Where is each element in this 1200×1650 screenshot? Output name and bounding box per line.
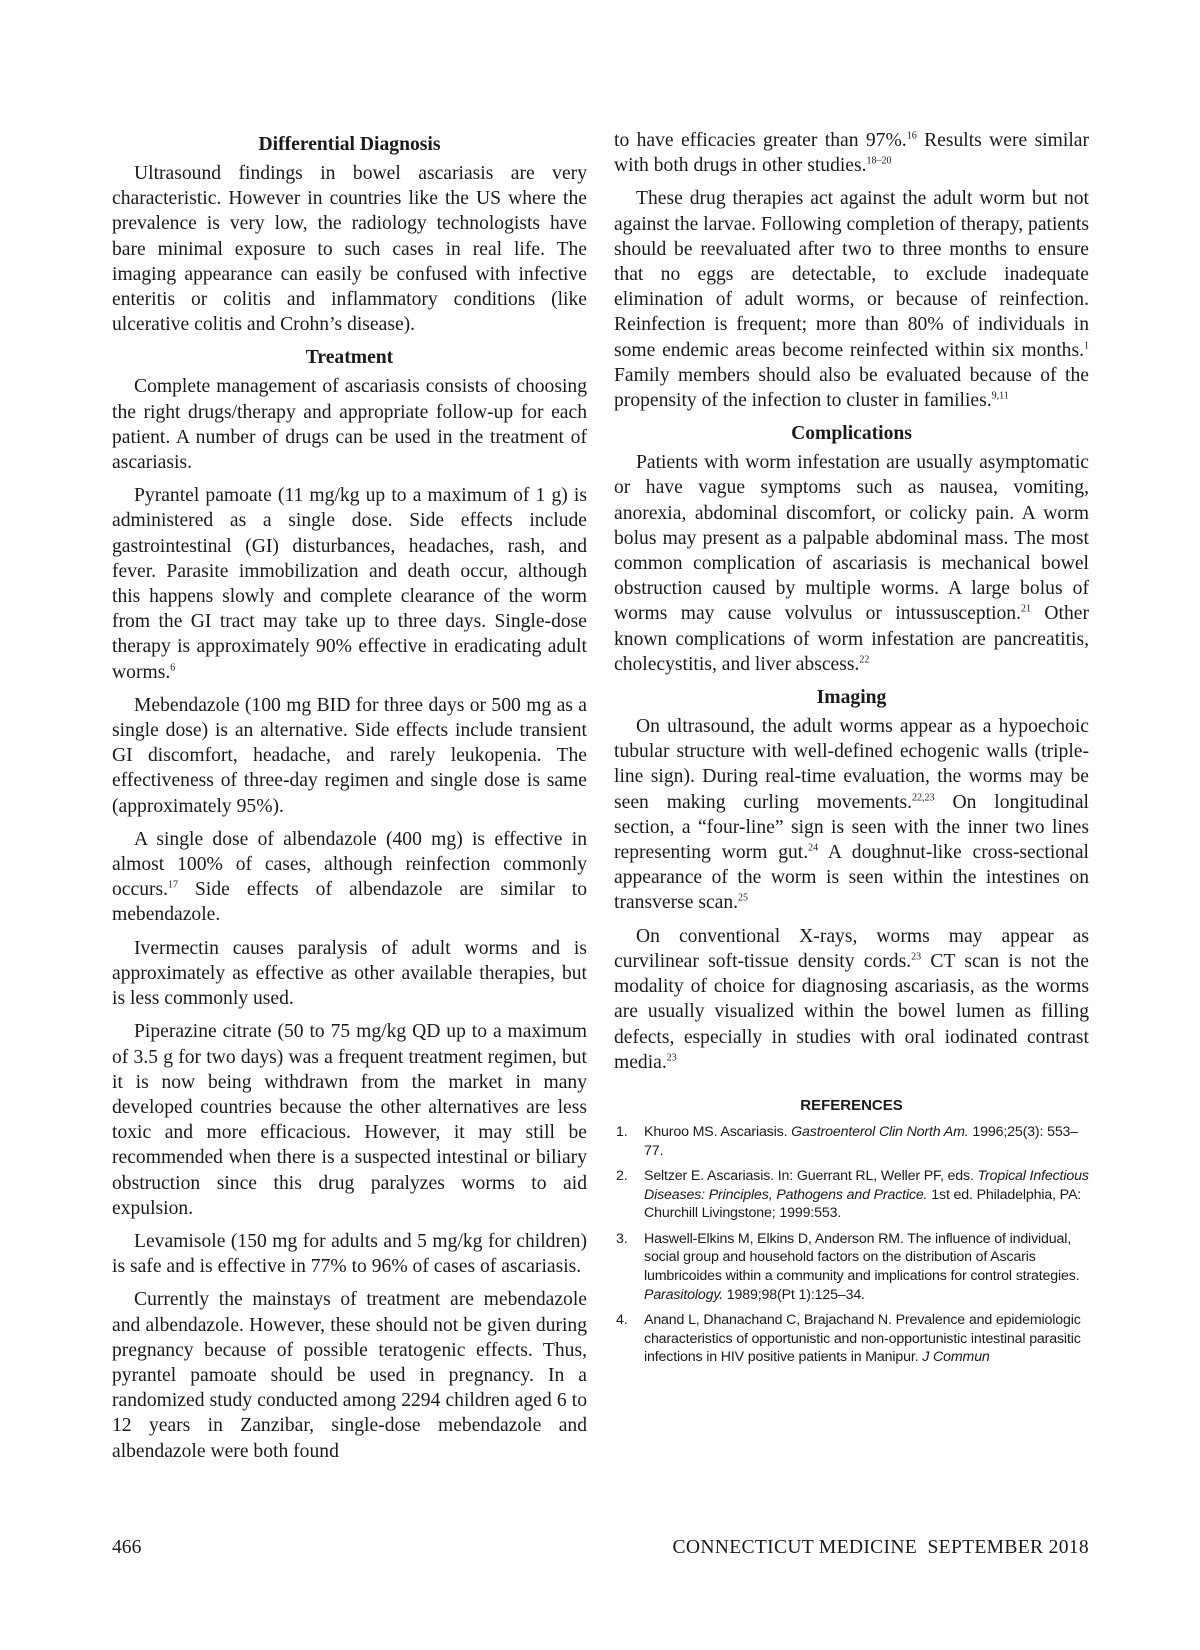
citation: 25 [738,892,749,904]
citation: 18–20 [866,155,892,167]
paragraph-continued [614,128,1089,178]
paragraph-therapy [614,186,1089,413]
journal-footer: CONNECTICUT MEDICINE SEPTEMBER 2018 [672,1537,1089,1558]
reference-journal: Tropical Infectious Diseases: Principles, Pathogens and Practice. [644,1168,1089,1203]
text: On conventional X-rays, worms may appear as curvilinear soft-tissue density cords. [614,925,1089,972]
reference-item [614,1311,1089,1367]
citation: 23 [911,951,922,963]
citation: 24 [808,842,819,854]
references-heading: REFERENCES [800,1096,903,1114]
paragraph-imaging-2 [614,924,1089,1075]
paragraph-complications [614,450,1089,677]
left-column [112,128,587,1472]
paragraph-differential: Ultrasound findings in bowel ascariasis are very characteristic. However in countries like the US where the prevalence is very low, the radiology technologists have bare minimal exposure to such cases in real life. The imaging appearance can easily be confused with infective enteritis or colitis and inflammatory conditions (like ulcerative colitis and Crohn’s disease). [112,163,587,336]
reference-journal: Parasitology. [644,1286,724,1303]
reference-item [614,1230,1089,1304]
reference-text: Haswell-Elkins M, Elkins D, Anderson RM. The influence of individual, social group and household factors on the distribution of Ascaris lumbricoides within a community and implications for control strategies. [644,1230,1080,1285]
right-column [614,128,1089,1374]
paragraph-treatment-4 [112,827,587,928]
reference-text: Khuroo MS. Ascariasis. [644,1123,792,1140]
text: Other known complications of worm infestation are pancreatitis, cholecystitis, and liver abscess. [614,603,1090,675]
paragraph-treatment-6: Piperazine citrate (50 to 75 mg/kg QD up to a maximum of 3.5 g for two days) was a frequent treatment regimen, but it is now being withdrawn from the market in many developed countries because the other alternatives are less toxic and more efficacious. However, it may still be recommended when there is a suspected intestinal or biliary obstruction since this drug paralyzes worms to aid expulsion. [112,1021,587,1219]
paragraph-treatment-7: Levamisole (150 mg for adults and 5 mg/kg for children) is safe and is effective in 77% to 96% of cases of ascariasis. [112,1230,587,1278]
text: Pyrantel pamoate (11 mg/kg up to a maximum of 1 g) is administered as a single dose. Side effects include gastrointestinal (GI) disturbances, headaches, rash, and fever. Parasite immobilization and death occur, although this happens slowly and complete clearance of the worm from the GI tract may take up to three days. Single-dose therapy is approximately 90% effective in eradicating adult worms. [112,485,587,683]
text: On longitudinal section, a “four-line” sign is seen with the inner two lines representing worm gut. [614,791,1089,864]
reference-text: 1st ed. Philadelphia, PA: Churchill Livingstone; 1999:553. [644,1186,1082,1222]
heading-imaging: Imaging [816,687,887,709]
paragraph-treatment-8: Currently the mainstays of treatment are mebendazole and albendazole. However, these should not be given during pregnancy because of possible teratogenic effects. Thus, pyrantel pamoate should be used in pregnancy. In a randomized study conducted among 2294 children aged 6 to 12 years in Zanzibar, single-dose mebendazole and albendazole were both found [112,1289,587,1462]
text: Patients with worm infestation are usually asymptomatic or have vague symptoms such as nausea, vomiting, anorexia, abdominal discomfort, or colicky pain. A worm bolus may present as a palpable abdominal mass. The most common complication of ascariasis is mechanical bowel obstruction caused by multiple worms. A large bolus of worms may cause volvulus or intussusception. [614,452,1089,625]
citation: 6 [170,662,176,674]
heading-treatment: Treatment [305,347,394,369]
reference-journal: J Commun [922,1349,990,1366]
text: to have efficacies greater than 97%. [614,130,907,151]
text: These drug therapies act against the adult worm but not against the larvae. Following completion of therapy, patients should be reevaluated after two to three months to ensure that no eggs are detectable, to exclude inadequate elimination of adult worms, or because of reinfection. Reinfection is frequent; more than 80% of individuals in some endemic areas become reinfected within six months. [614,188,1089,361]
text: Side effects of albendazole are similar to mebendazole. [112,879,587,926]
citation: 17 [168,879,179,891]
references-list [614,1123,1089,1367]
paragraph-treatment-1: Complete management of ascariasis consists of choosing the right drugs/therapy and appropriate follow-up for each patient. A number of drugs can be used in the treatment of ascariasis. [112,376,587,474]
citation: 21 [1021,603,1032,615]
page-number: 466 [112,1537,142,1558]
text: On ultrasound, the adult worms appear as a hypoechoic tubular structure with well-defined echogenic walls (triple-line sign). During real-time evaluation, the worms may be seen making curling movements. [614,716,1089,813]
reference-number: 2. [616,1168,628,1185]
reference-text: Anand L, Dhanachand C, Brajachand N. Prevalence and epidemiologic characteristics of opportunistic and non-opportunistic intestinal parasitic infections in HIV positive patients in Manipur. [644,1312,1081,1366]
reference-text: 1989;98(Pt 1):125–34. [723,1286,865,1303]
text: Family members should also be evaluated because of the propensity of the infection to cluster in families. [614,364,1089,412]
reference-text: Seltzer E. Ascariasis. In: Guerrant RL, Weller PF, eds. [644,1168,978,1185]
text: CT scan is not the modality of choice for diagnosing ascariasis, as the worms are usually visualized within the bowel lumen as filling defects, especially in studies with oral iodinated contrast media. [614,950,1089,1073]
reference-text: 1996;25(3): 553–77. [644,1123,1079,1159]
heading-complications: Complications [791,423,912,445]
reference-number: 1. [616,1123,628,1140]
citation: 9,11 [991,390,1009,402]
reference-number: 4. [616,1312,628,1329]
paragraph-imaging-1 [614,714,1089,916]
text: A doughnut-like cross-sectional appearance of the worm is seen within the intestines on transverse scan. [614,842,1089,914]
paragraph-treatment-5: Ivermectin causes paralysis of adult worms and is approximately as effective as other available therapies, but is less commonly used. [112,937,587,1010]
citation: 22 [859,654,870,666]
text: A single dose of albendazole (400 mg) is effective in almost 100% of cases, although reinfection commonly occurs. [112,828,587,901]
reference-item [614,1123,1089,1160]
reference-journal: Gastroenterol Clin North Am. [791,1123,969,1140]
citation: 1 [1084,340,1089,352]
reference-item [614,1167,1089,1223]
paragraph-treatment-3: Mebendazole (100 mg BID for three days or 500 mg as a single dose) is an alternative. Side effects include transient GI discomfort, headache, and rarely leukopenia. The effectiveness of three-day regimen and single dose is same (approximately 95%). [112,694,587,817]
paragraph-treatment-2 [112,483,587,685]
citation: 16 [906,130,917,142]
reference-number: 3. [616,1230,628,1247]
heading-differential-diagnosis: Differential Diagnosis [258,134,441,155]
citation: 23 [666,1052,677,1064]
citation: 22,23 [912,792,935,804]
text: Results were similar with both drugs in other studies. [614,130,1089,177]
